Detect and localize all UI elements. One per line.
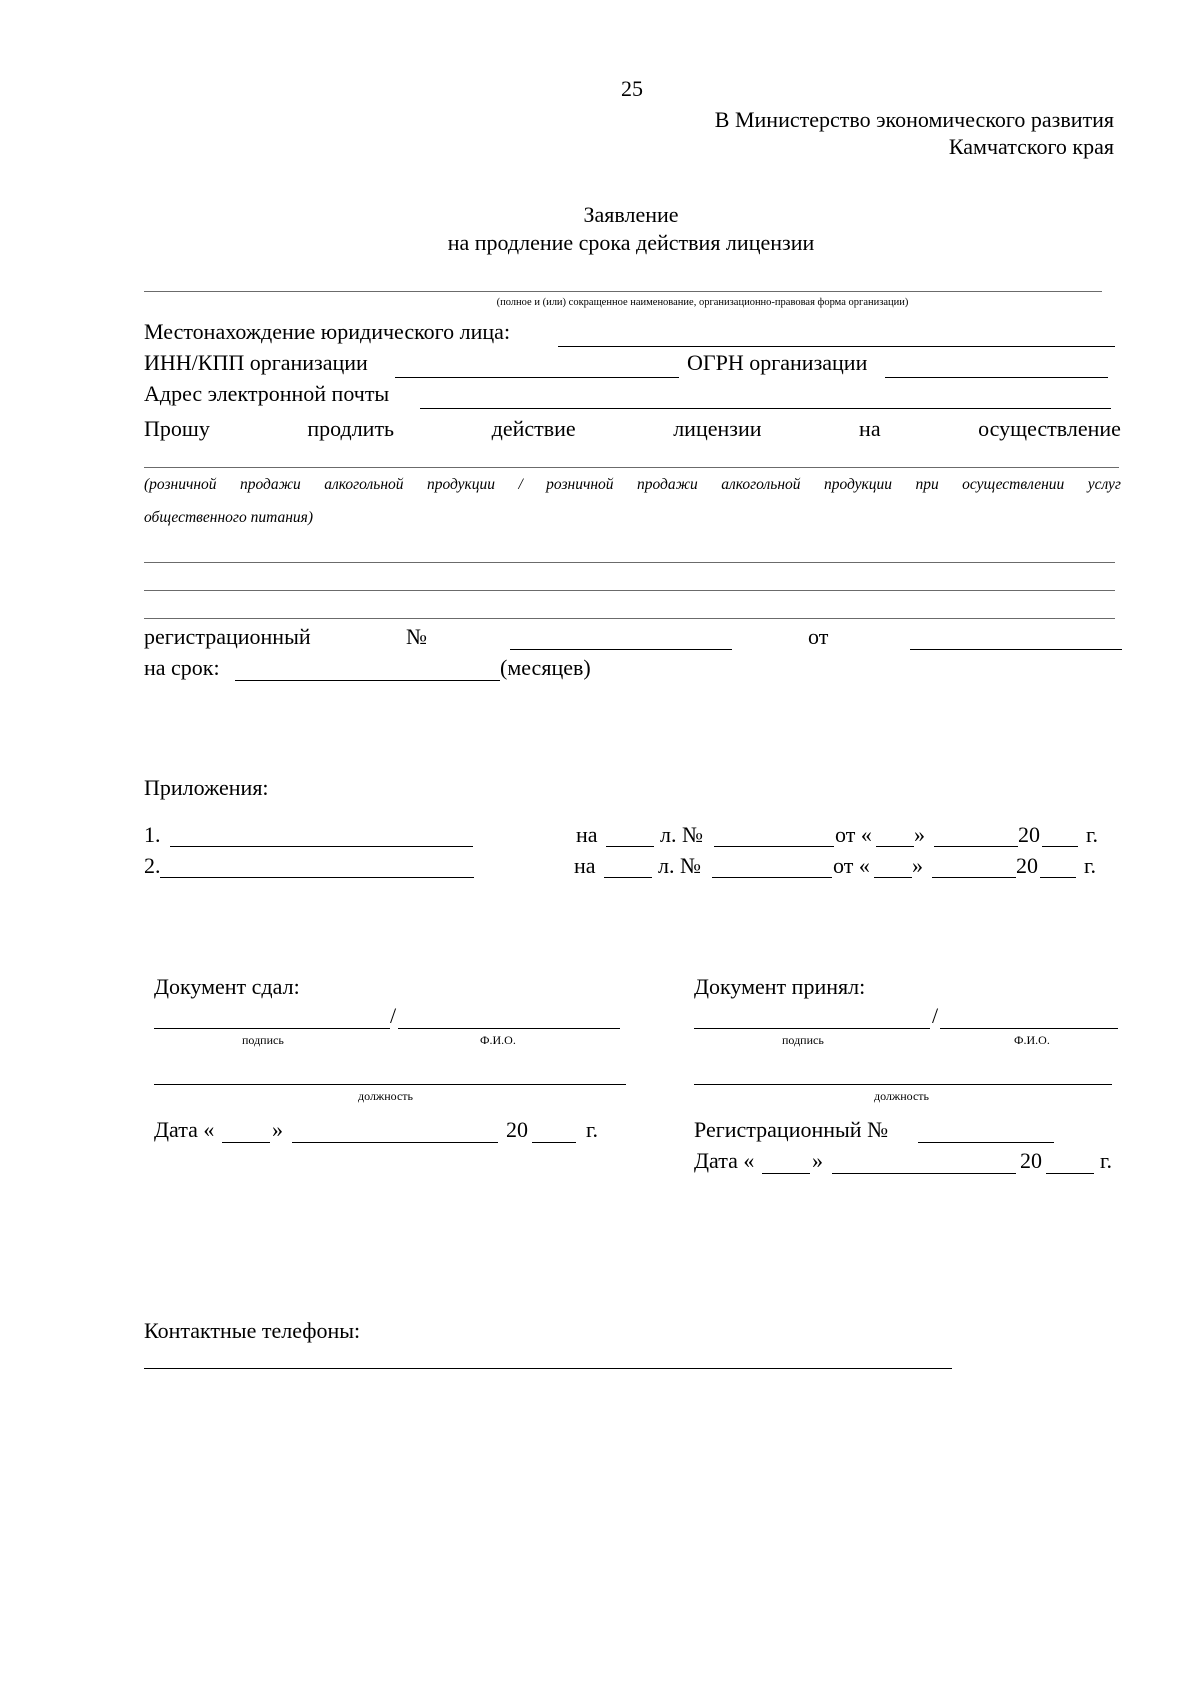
addressee-line-1: В Министерство экономического развития (714, 107, 1114, 132)
signature-slash: / (390, 1003, 397, 1028)
ogrn-field[interactable] (885, 377, 1108, 378)
accepted-date-year-field[interactable] (1046, 1173, 1094, 1174)
page-number: 25 (621, 76, 643, 101)
blank-line[interactable] (144, 562, 1115, 563)
signature-caption: подпись (782, 1033, 824, 1047)
email-label: Адрес электронной почты (144, 381, 390, 406)
attachment-1-day-field[interactable] (876, 846, 914, 847)
attachment-quote-close: » (912, 853, 923, 878)
submitted-date-open: Дата « (154, 1117, 215, 1142)
attachment-2-day-field[interactable] (874, 877, 912, 878)
inn-label: ИНН/КПП организации (144, 350, 368, 375)
reg-number-field[interactable] (918, 1142, 1054, 1143)
accepted-date-open: Дата « (694, 1148, 755, 1173)
activity-line[interactable] (144, 467, 1119, 468)
accepted-position-field[interactable] (694, 1084, 1112, 1085)
document-subtitle: на продление срока действия лицензии (447, 230, 815, 255)
accepted-label: Документ принял: (694, 974, 866, 999)
attachment-2-year-field[interactable] (1040, 877, 1076, 878)
accepted-date-year: 20 (1020, 1148, 1042, 1173)
submitted-fio-field[interactable] (398, 1028, 620, 1029)
attachment-2-number-field[interactable] (712, 877, 832, 878)
submitted-date-year: 20 (506, 1117, 528, 1142)
attachment-year-suffix: г. (1086, 822, 1099, 847)
caption-word: / (518, 476, 523, 493)
caption-word: алкогольной (721, 476, 801, 493)
request-word: осуществление (978, 416, 1121, 441)
accepted-date-close: » (812, 1148, 823, 1173)
attachment-1-name-field[interactable] (170, 846, 473, 847)
org-name-caption: (полное и (или) сокращенное наименование, организационно-правовая форма организации) (496, 297, 909, 308)
license-date-field[interactable] (910, 649, 1122, 650)
term-field[interactable] (235, 680, 500, 681)
accepted-date-g: г. (1100, 1148, 1113, 1173)
addressee-line-2: Камчатского края (948, 134, 1114, 159)
submitted-date-day-field[interactable] (222, 1142, 270, 1143)
license-number-field[interactable] (510, 649, 732, 650)
attachment-year-suffix: г. (1084, 853, 1097, 878)
submitted-date-year-field[interactable] (532, 1142, 576, 1143)
attachment-2-sheets-field[interactable] (604, 877, 652, 878)
caption-word: при (915, 476, 939, 493)
attachment-sheets-label: л. № (658, 853, 701, 878)
fio-caption: Ф.И.О. (480, 1033, 516, 1047)
attachment-from-label: от « (835, 822, 872, 847)
org-name-line[interactable] (144, 291, 1102, 292)
attachment-quote-close: » (914, 822, 925, 847)
blank-line[interactable] (144, 590, 1115, 591)
caption-word: розничной (546, 476, 614, 493)
contacts-field[interactable] (144, 1368, 952, 1369)
submitted-label: Документ сдал: (154, 974, 300, 999)
contacts-label: Контактные телефоны: (144, 1318, 361, 1343)
request-word: действие (491, 416, 576, 441)
attachment-na: на (576, 822, 598, 847)
attachment-year-prefix: 20 (1018, 822, 1040, 847)
caption-word: продукции (426, 476, 496, 493)
attachment-1-year-field[interactable] (1042, 846, 1078, 847)
blank-line[interactable] (144, 618, 1115, 619)
submitted-date-g: г. (586, 1117, 599, 1142)
position-caption: должность (358, 1089, 413, 1103)
submitted-date-month-field[interactable] (292, 1142, 498, 1143)
inn-field[interactable] (395, 377, 679, 378)
caption-word: продажи (636, 476, 698, 493)
reg-number-label: Регистрационный № (694, 1117, 889, 1142)
caption-word: (розничной (144, 476, 217, 493)
caption-word: продукции (823, 476, 893, 493)
from-label: от (808, 624, 829, 649)
fio-caption: Ф.И.О. (1014, 1033, 1050, 1047)
submitted-date-close: » (272, 1117, 283, 1142)
signature-caption: подпись (242, 1033, 284, 1047)
request-word: на (859, 416, 881, 441)
attachment-year-prefix: 20 (1016, 853, 1038, 878)
caption-word: услуг (1087, 476, 1121, 493)
accepted-signature-field[interactable] (694, 1028, 930, 1029)
attachment-2-name-field[interactable] (160, 877, 474, 878)
position-caption: должность (874, 1089, 929, 1103)
attachment-from-label: от « (833, 853, 870, 878)
email-field[interactable] (420, 408, 1111, 409)
attachments-heading: Приложения: (144, 775, 269, 800)
ogrn-label: ОГРН организации (687, 350, 868, 375)
request-word: лицензии (673, 416, 762, 441)
caption-word: осуществлении (962, 476, 1065, 493)
attachment-number: 1. (144, 822, 161, 847)
attachment-1-sheets-field[interactable] (606, 846, 654, 847)
location-label: Местонахождение юридического лица: (144, 319, 511, 344)
months-label: (месяцев) (500, 655, 591, 680)
document-title: Заявление (583, 202, 679, 227)
accepted-date-month-field[interactable] (832, 1173, 1016, 1174)
attachment-na: на (574, 853, 596, 878)
number-sign: № (406, 624, 427, 649)
caption-word: продажи (239, 476, 301, 493)
submitted-signature-field[interactable] (154, 1028, 390, 1029)
attachment-number: 2. (144, 853, 161, 878)
accepted-date-day-field[interactable] (762, 1173, 810, 1174)
accepted-fio-field[interactable] (940, 1028, 1118, 1029)
attachment-1-month-field[interactable] (934, 846, 1018, 847)
location-field[interactable] (558, 346, 1115, 347)
request-word: Прошу (144, 416, 210, 441)
attachment-sheets-label: л. № (660, 822, 703, 847)
signature-slash: / (932, 1003, 939, 1028)
registration-label: регистрационный (144, 624, 311, 649)
term-label: на срок: (144, 655, 220, 680)
request-sentence (144, 416, 1121, 442)
submitted-position-field[interactable] (154, 1084, 626, 1085)
request-word: продлить (307, 416, 395, 441)
attachment-2-month-field[interactable] (932, 877, 1016, 878)
activity-caption-line-2: общественного питания) (144, 509, 314, 526)
activity-caption (144, 476, 1121, 494)
attachment-1-number-field[interactable] (714, 846, 834, 847)
caption-word: алкогольной (324, 476, 404, 493)
